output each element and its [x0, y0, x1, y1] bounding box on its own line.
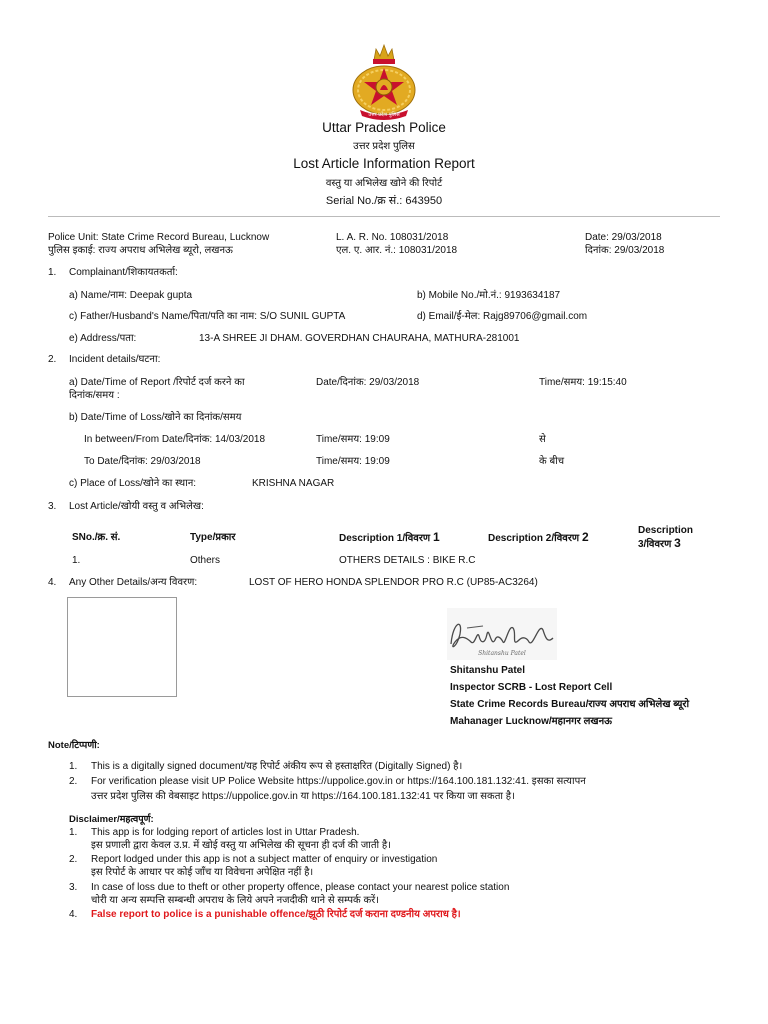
- report-date-hindi: दिनांक: 29/03/2018: [585, 245, 665, 256]
- disclaimer-item-2-hindi: इस रिपोर्ट के आधार पर कोई जाँच या विवेचना अपेक्षित नहीं है।: [91, 867, 314, 878]
- signatory-name: Shitanshu Patel: [450, 665, 526, 676]
- complainant-mobile: b) Mobile No./मो.नं.: 9193634187: [417, 290, 561, 301]
- col-header-desc2: Description 2/विवरण 2: [488, 530, 589, 544]
- note-heading: Note/टिप्पणी:: [48, 740, 100, 751]
- disclaimer-item-1-hindi: इस प्रणाली द्वारा केवल उ.प्र. में खोई वस्तु या अभिलेख की सूचना ही दर्ज की जाती है।: [91, 840, 392, 851]
- complainant-heading: Complainant/शिकायतकर्ता:: [69, 267, 178, 278]
- loss-to-suffix: के बीच: [539, 456, 565, 467]
- disclaimer-item-3-hindi: चोरी या अन्य सम्पत्ति सम्बन्धी अपराध के लिये अपने नजदीकी थाने से सम्पर्क करें।: [91, 895, 380, 906]
- signature-script: Shitanshu Patel: [478, 650, 526, 657]
- disclaimer-item-4-warning: False report to police is a punishable offence/झूठी रिपोर्ट दर्ज कराना दण्डनीय अपराध है।: [91, 909, 461, 920]
- loss-from-suffix: से: [539, 434, 546, 445]
- article-row-sno: 1.: [72, 555, 81, 566]
- loss-datetime-label: b) Date/Time of Loss/खोने का दिनांक/समय: [69, 412, 242, 423]
- disclaimer-item-number: 3.: [69, 882, 78, 893]
- col-header-desc3-2: 3/विवरण 3: [638, 536, 681, 550]
- photo-placeholder: [67, 597, 177, 697]
- signatory-designation: Inspector SCRB - Lost Report Cell: [450, 682, 613, 693]
- section-number: 4.: [48, 577, 57, 588]
- loss-to-time: Time/समय: 19:09: [316, 456, 390, 467]
- report-date: Date: 29/03/2018: [585, 232, 662, 243]
- report-title-hindi: वस्तु या अभिलेख खोने की रिपोर्ट: [325, 178, 443, 189]
- note-item-2: For verification please visit UP Police Website https://uppolice.gov.in or https://164.100.181.132:41. इसका सत्यापन: [91, 776, 586, 787]
- complainant-father: c) Father/Husband's Name/पिता/पति का नाम: S/O SUNIL GUPTA: [69, 311, 346, 322]
- signatory-place: Mahanager Lucknow/महानगर लखनऊ: [450, 716, 612, 727]
- other-details-label: Any Other Details/अन्य विवरण:: [69, 577, 198, 588]
- note-item-number: 2.: [69, 776, 78, 787]
- page-title-hindi: उत्तर प्रदेश पुलिस: [353, 141, 415, 152]
- article-row-type: Others: [190, 555, 221, 566]
- col-header-type: Type/प्रकार: [190, 532, 236, 543]
- signature-image: [447, 608, 557, 660]
- lar-number-hindi: एल. ए. आर. नं.: 108031/2018: [336, 245, 458, 256]
- other-details-value: LOST OF HERO HONDA SPLENDOR PRO R.C (UP85-AC3264): [249, 577, 538, 588]
- loss-to-date: To Date/दिनांक: 29/03/2018: [84, 456, 201, 467]
- loss-from-date: In between/From Date/दिनांक: 14/03/2018: [84, 434, 266, 445]
- lost-article-heading: Lost Article/खोयी वस्तु व अभिलेख:: [69, 501, 204, 512]
- section-number: 1.: [48, 267, 57, 278]
- disclaimer-item-1: This app is for lodging report of articles lost in Uttar Pradesh.: [91, 827, 360, 838]
- signatory-office: State Crime Records Bureau/राज्य अपराध अभिलेख ब्यूरो: [450, 699, 690, 710]
- divider: [48, 216, 720, 217]
- emblem-motto: उत्तर प्रदेश पुलिस: [368, 112, 400, 118]
- report-datetime-label-2: दिनांक/समय :: [69, 390, 120, 401]
- loss-from-time: Time/समय: 19:09: [316, 434, 390, 445]
- lar-number: L. A. R. No. 108031/2018: [336, 232, 449, 243]
- col-header-desc3: Description: [638, 525, 694, 536]
- col-header-desc1: Description 1/विवरण 1: [339, 530, 440, 544]
- disclaimer-item-2: Report lodged under this app is not a subject matter of enquiry or investigation: [91, 854, 438, 865]
- loss-place-label: c) Place of Loss/खोने का स्थान:: [69, 478, 197, 489]
- page-title: Uttar Pradesh Police: [322, 120, 446, 135]
- report-title: Lost Article Information Report: [293, 156, 475, 171]
- up-police-emblem: [340, 40, 428, 120]
- report-datetime-label: a) Date/Time of Report /रिपोर्ट दर्ज करने का: [69, 377, 245, 388]
- complainant-address: 13-A SHREE JI DHAM. GOVERDHAN CHAURAHA, MATHURA-281001: [199, 333, 520, 344]
- complainant-email: d) Email/ई-मेल: Rajg89706@gmail.com: [417, 311, 588, 322]
- police-unit: Police Unit: State Crime Record Bureau, Lucknow: [48, 232, 270, 243]
- disclaimer-item-3: In case of loss due to theft or other property offence, please contact your nearest police station: [91, 882, 510, 893]
- section-number: 2.: [48, 354, 57, 365]
- note-item-number: 1.: [69, 761, 78, 772]
- article-row-desc1: OTHERS DETAILS : BIKE R.C: [339, 555, 476, 566]
- report-time-value: Time/समय: 19:15:40: [539, 377, 627, 388]
- section-number: 3.: [48, 501, 57, 512]
- serial-number: Serial No./क्र सं.: 643950: [325, 195, 443, 207]
- incident-heading: Incident details/घटना:: [69, 354, 161, 365]
- complainant-name: a) Name/नाम: Deepak gupta: [69, 290, 193, 301]
- disclaimer-item-number: 4.: [69, 909, 78, 920]
- note-item-2-hindi: उत्तर प्रदेश पुलिस की वेबसाइट https://uppolice.gov.in या https://164.100.181.132:41 पर किया जा सकता है।: [91, 791, 515, 802]
- loss-place-value: KRISHNA NAGAR: [252, 478, 335, 489]
- disclaimer-item-number: 1.: [69, 827, 78, 838]
- address-label: e) Address/पता:: [69, 333, 137, 344]
- report-date-value: Date/दिनांक: 29/03/2018: [316, 377, 420, 388]
- note-item-1: This is a digitally signed document/यह रिपोर्ट अंकीय रूप से हस्ताक्षरित (Digitally Signed) है।: [91, 761, 463, 772]
- col-header-sno: SNo./क्र. सं.: [72, 532, 121, 543]
- disclaimer-item-number: 2.: [69, 854, 78, 865]
- police-unit-hindi: पुलिस इकाई: राज्य अपराध अभिलेख ब्यूरो, लखनऊ: [48, 245, 233, 256]
- disclaimer-heading: Disclaimer/महत्वपूर्ण:: [69, 814, 154, 825]
